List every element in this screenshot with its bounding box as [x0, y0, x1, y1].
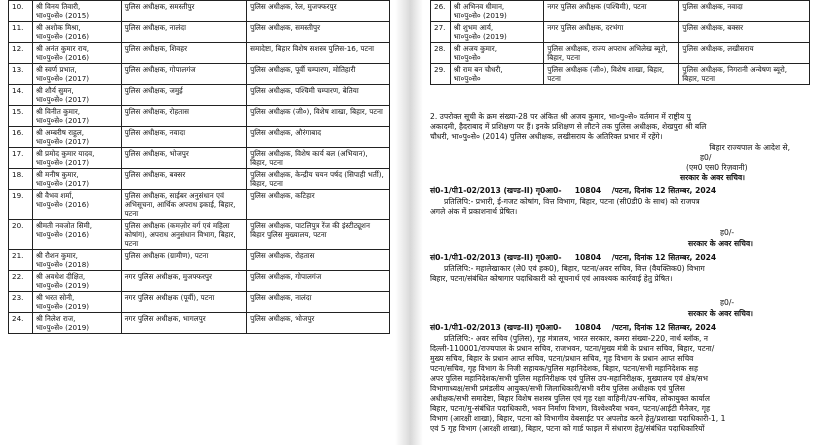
current-posting: पुलिस अधीक्षक, रोहतास [124, 107, 189, 116]
signature-sd: ह0/- [720, 228, 735, 237]
cell-serial [9, 169, 33, 190]
cell-new-posting [679, 64, 810, 85]
copy-line: प्रतिलिपि:- अवर सचिव (पुलिस), गृह मंत्रालय, भारत सरकार, कमरा संख्या-220, नार्थ ब्लॉक, न [444, 334, 709, 343]
table-row [9, 127, 390, 148]
table-row [9, 169, 390, 190]
new-posting: पुलिस अधीक्षक, औरंगाबाद [250, 128, 322, 137]
cell-current-posting [544, 22, 679, 43]
cell-serial [9, 64, 33, 85]
cell-current-posting [121, 1, 247, 22]
cell-new-posting [679, 43, 810, 64]
serial-number: 18. [12, 170, 24, 179]
cell-serial [9, 1, 33, 22]
current-posting: नगर पुलिस अधीक्षक (पश्चिमी), पटना [547, 2, 647, 11]
current-posting: पुलिस अधीक्षक, जमुई [124, 86, 183, 95]
cell-serial [9, 127, 33, 148]
officer-name: श्री अभिनव धीमान, [453, 2, 505, 11]
table-row [9, 64, 390, 85]
cell-serial [9, 148, 33, 169]
cell-current-posting [121, 106, 247, 127]
table-row [431, 43, 810, 64]
cell-officer [32, 220, 121, 250]
current-posting: पुलिस अधीक्षक (कमज़ोर वर्ग एवं महिला कोषांग), अपराध अनुसंधान विभाग, बिहार, पटना [124, 221, 236, 248]
transfer-table-left [8, 0, 390, 334]
officer-name: श्री शौर्य सुमन, [35, 86, 74, 95]
officer-name: श्री रौशन कुमार, [35, 251, 78, 260]
serial-number: 10. [12, 2, 24, 11]
cell-officer [32, 292, 121, 313]
memo-number-prefix: सं0-1/पी1-02/2013 (खण्ड-II) गृ0आ0- [430, 253, 562, 262]
para2-line: अकादमी, हैदराबाद में प्रशिक्षण पर हैं। इनके प्रशिक्षण से लौटने तक पुलिस अधीक्षक, शेखपुरा श्री बलि [430, 122, 707, 131]
officer-batch: भा०पु०से० (2017) [35, 137, 90, 146]
new-posting: पुलिस अधीक्षक, नवादा [682, 2, 743, 11]
memo-date: /पटना, दिनांक 12 सितम्बर, 2024 [611, 253, 717, 262]
officer-batch: भा०पु०से० [453, 53, 481, 62]
cell-current-posting [121, 292, 247, 313]
cell-officer [32, 313, 121, 334]
serial-number: 26. [434, 2, 446, 11]
copy-line: अधीक्षक/सभी समादेष्टा, बिहार विशेष सशस्त्र पुलिस एवं गृह रक्षा वाहिनी/उप-सचिव, लोकायुक्त कार्याल [430, 394, 710, 403]
current-posting: नगर पुलिस अधीक्षक, मुजफ्फरपुर [124, 272, 212, 281]
cell-officer [450, 1, 544, 22]
cell-serial [9, 220, 33, 250]
current-posting: पुलिस अधीक्षक, राज्य अपराध अभिलेख ब्यूरो, बिहार, पटना [547, 44, 668, 62]
cell-current-posting [121, 250, 247, 271]
memo-number: 10804 [574, 186, 602, 195]
memo-number-prefix: सं0-1/पी1-02/2013 (खण्ड-II) गृ0आ0- [430, 323, 562, 332]
copy-line: अपर पुलिस महानिदेशक/सभी पुलिस महानिरीक्षक एवं पुलिस उप-महानिरीक्षक, मुख्यालय एवं क्षेत्र/सभ [430, 374, 708, 383]
cell-serial [9, 313, 33, 334]
signature-sd: ह0/- [720, 298, 735, 307]
cell-current-posting [121, 190, 247, 220]
cell-current-posting [121, 64, 247, 85]
cell-new-posting [247, 292, 390, 313]
officer-batch: भा०पु०से० (2016) [35, 53, 90, 62]
copy-line: दिल्ली-110001/राज्यपाल के प्रधान सचिव, राजभवन, पटना/मुख्य मंत्री के प्रधान सचिव, बिहार, पटना/ [430, 344, 715, 353]
cell-new-posting [247, 106, 390, 127]
new-posting: पुलिस अधीक्षक, रोहतास [250, 251, 315, 260]
cell-serial [9, 250, 33, 271]
serial-number: 29. [434, 65, 446, 74]
cell-new-posting [247, 43, 390, 64]
cell-current-posting [121, 313, 247, 334]
copy-line: एवं 5 गृह विभाग (आरक्षी शाखा), बिहार, पटना को गार्ड फाइल में संधारण हेतु/संबंधित पदाधिकारियों [430, 424, 705, 433]
memo-line [430, 253, 716, 263]
memo-number: 10804 [574, 253, 602, 262]
serial-number: 20. [12, 221, 24, 230]
table-row [9, 292, 390, 313]
officer-name: श्री राम बन चौधरी, [453, 65, 503, 74]
left-page [8, 0, 390, 334]
officer-name: श्री भरत सोनी, [35, 293, 75, 302]
officer-name: श्री अनंत कुमार राय, [35, 44, 90, 53]
officer-batch: भा०पु०से० (2017) [35, 179, 90, 188]
memo-date: /पटना, दिनांक 12 सितम्बर, 2024 [611, 186, 717, 195]
right-page [430, 0, 800, 433]
officer-batch: भा०पु०से० (2016) [35, 32, 90, 41]
copy-line: बिहार, पटना/मु-संबंधित पदाधिकारी, भवन निर्माण विभाग, विश्वेश्वरैया भवन, पटना/आईटी मैनेजर, गृह [430, 404, 711, 413]
cell-new-posting [247, 127, 390, 148]
page-fold-gutter [395, 0, 423, 445]
new-posting: पुलिस अधीक्षक, बक्सर [682, 23, 744, 32]
cell-serial [9, 43, 33, 64]
officer-name: श्री विनय तिवारी, [35, 2, 81, 11]
table-row [9, 250, 390, 271]
officer-batch: भा०पु०से० (2016) [35, 230, 90, 239]
current-posting: पुलिस अधीक्षक (ग्रामीण), पटना [124, 251, 209, 260]
officer-batch: भा०पु०से० (2019) [453, 32, 507, 41]
serial-number: 15. [12, 107, 24, 116]
new-posting: पुलिस अधीक्षक, समस्तीपुर [250, 23, 321, 32]
serial-number: 27. [434, 23, 446, 32]
cell-serial [431, 43, 451, 64]
officer-designation: सरकार के अवर सचिव। [688, 309, 754, 318]
new-posting: पुलिस अधीक्षक, भोजपुर [250, 314, 315, 323]
new-posting: पुलिस अधीक्षक, गोपालगंज [250, 272, 322, 281]
memo-number-prefix: सं0-1/पी1-02/2013 (खण्ड-II) गृ0आ0- [430, 186, 562, 195]
cell-new-posting [247, 1, 390, 22]
cell-officer [450, 64, 544, 85]
officer-batch: भा०पु०से० [453, 74, 481, 83]
cell-officer [32, 250, 121, 271]
cell-current-posting [544, 1, 679, 22]
memo-number: 10804 [574, 323, 602, 332]
new-posting: पुलिस अधीक्षक (जी०), विशेष शाखा, बिहार, पटना [250, 107, 383, 116]
officer-name: श्री शुभम आर्य, [453, 23, 494, 32]
cell-serial [9, 271, 33, 292]
officer-name: श्री अवधेश दीक्षित, [35, 272, 86, 281]
cell-officer [450, 43, 544, 64]
transfer-table-right [430, 0, 810, 85]
table-row [9, 22, 390, 43]
cell-current-posting [121, 43, 247, 64]
cell-officer [450, 22, 544, 43]
copy-line: अगले अंक में प्रकाशनार्थ प्रेषित। [430, 207, 518, 216]
officer-name: श्री अजय कुमार, [453, 44, 498, 53]
current-posting: पुलिस अधीक्षक, समस्तीपुर [124, 2, 195, 11]
cell-new-posting [247, 271, 390, 292]
new-posting: समादेष्टा, बिहार विशेष सशस्त्र पुलिस-16, पटना [250, 44, 374, 53]
cell-new-posting [247, 64, 390, 85]
officer-name: श्री निलेश राज, [35, 314, 76, 323]
memo-line [430, 323, 716, 333]
cell-new-posting [679, 22, 810, 43]
copy-line: विभाग (आरक्षी शाखा), बिहार, पटना को विभागीय वेबसाईट पर अपलोड करने हेतु/प्रशाखा पदाधिकारी-1, 1 [430, 414, 726, 423]
cell-current-posting [121, 271, 247, 292]
serial-number: 24. [12, 314, 24, 323]
new-posting: पुलिस अधीक्षक, विशेष कार्य बल (अभियान), बिहार, पटना [250, 149, 368, 167]
governor-order-line: बिहार राज्यपाल के आदेश से, [709, 143, 790, 152]
current-posting: पुलिस अधीक्षक, शिवहर [124, 44, 188, 53]
table-row [9, 271, 390, 292]
cell-new-posting [247, 220, 390, 250]
paragraph-2 [430, 112, 830, 142]
copy-line: बिहार, पटना/संबंधित कोषागार पदाधिकारी को सूचनार्थ एवं आवश्यक कार्रवाई हेतु प्रेषित। [430, 274, 673, 283]
officer-name: श्री विनीत कुमार, [35, 107, 81, 116]
para2-line: 2. उपरोक्त सूची के क्रम संख्या-28 पर अंकित श्री अजय कुमार, भा०पु०से० वर्तमान में राष्ट्रीय पु [430, 112, 691, 121]
copy-line: पटना/सचिव, गृह विभाग के निजी सहायक/पुलिस महानिदेशक, बिहार, पटना/सभी महानिदेशक सह [430, 364, 698, 373]
officer-batch: भा०पु०से० (2017) [35, 116, 90, 125]
officer-name: श्रीमती नवजोत सिमी, [35, 221, 93, 230]
table-row [9, 220, 390, 250]
current-posting: पुलिस अधीक्षक, साईबर अनुसंधान एवं अभिसूचना, आर्थिक अपराध इकाई, बिहार, पटना [124, 191, 236, 218]
officer-designation: सरकार के अवर सचिव। [688, 239, 754, 248]
current-posting: पुलिस अधीक्षक, नवादा [124, 128, 186, 137]
table-row [9, 190, 390, 220]
officer-batch: भा०पु०से० (2017) [35, 158, 90, 167]
cell-officer [32, 271, 121, 292]
serial-number: 19. [12, 191, 24, 200]
new-posting: पुलिस अधीक्षक, कटिहार [250, 191, 315, 200]
serial-number: 11. [12, 23, 24, 32]
cell-new-posting [247, 190, 390, 220]
serial-number: 16. [12, 128, 24, 137]
current-posting: नगर पुलिस अधीक्षक, भागलपुर [124, 314, 206, 323]
serial-number: 12. [12, 44, 24, 53]
officer-name: श्री वैभव शर्मा, [35, 191, 74, 200]
cell-officer [32, 127, 121, 148]
copy-line: विभागाध्यक्ष/सभी प्रमंडलीय आयुक्त/सभी जिलाधिकारी/सभी वरीय पुलिस अधीक्षक एवं पुलिस [430, 384, 685, 393]
memo-line [430, 186, 716, 196]
officer-batch: भा०पु०से० (2019) [35, 323, 90, 332]
cell-officer [32, 106, 121, 127]
cell-officer [32, 43, 121, 64]
serial-number: 28. [434, 44, 446, 53]
cell-officer [32, 22, 121, 43]
cell-officer [32, 85, 121, 106]
officer-batch: भा०पु०से० (2017) [35, 74, 90, 83]
cell-current-posting [121, 220, 247, 250]
officer-name: श्री अशोक मिश्रा, [35, 23, 81, 32]
cell-serial [9, 292, 33, 313]
para2-line: चौधरी, भा०पु०से० (2014) पुलिस अधीक्षक, लखीसराय के अतिरिक्त प्रभार में रहेंगे। [430, 132, 663, 141]
serial-number: 23. [12, 293, 24, 302]
officer-name: श्री अम्बरीष राहुल, [35, 128, 84, 137]
copy-list [430, 334, 725, 434]
officer-name: श्री स्वर्ण प्रभात, [35, 65, 77, 74]
cell-serial [431, 1, 451, 22]
table-row [431, 64, 810, 85]
cell-serial [9, 106, 33, 127]
cell-current-posting [121, 148, 247, 169]
current-posting: नगर पुलिस अधीक्षक (पूर्वी), पटना [124, 293, 215, 302]
officer-batch: भा०पु०से० (2019) [35, 302, 90, 311]
cell-current-posting [544, 64, 679, 85]
cell-officer [32, 190, 121, 220]
cell-new-posting [247, 169, 390, 190]
cell-officer [32, 1, 121, 22]
officer-batch: भा०पु०से० (2017) [35, 95, 90, 104]
table-row [9, 148, 390, 169]
cell-officer [32, 148, 121, 169]
order-block-1 [430, 143, 830, 216]
copy-line: प्रतिलिपि:- प्रभारी, ई-गजट कोषांग, वित्त विभाग, बिहार, पटना (सी0डी0 के साथ) को राजपत्र [444, 197, 700, 206]
current-posting: पुलिस अधीक्षक, भोजपुर [124, 149, 189, 158]
table-row [431, 1, 810, 22]
cell-current-posting [121, 127, 247, 148]
table-row [9, 313, 390, 334]
cell-new-posting [247, 313, 390, 334]
cell-serial [9, 22, 33, 43]
serial-number: 22. [12, 272, 24, 281]
signature-sd: ह0/ [700, 153, 712, 162]
officer-batch: भा०पु०से० (2019) [35, 281, 90, 290]
new-posting: पुलिस अधीक्षक, पूर्वी चम्पारण, मोतिहारी [250, 65, 356, 74]
current-posting: पुलिस अधीक्षक (जी०), विशेष शाखा, बिहार, पटना [547, 65, 665, 83]
cell-new-posting [679, 1, 810, 22]
cell-serial [9, 85, 33, 106]
copy-line: प्रतिलिपि:- महालेखाकार (ले0 एवं हक0), बिहार, पटना/अवर सचिव, वित्त (वैयक्तिक0) विभाग [444, 264, 705, 273]
table-row [431, 22, 810, 43]
memo-date: /पटना, दिनांक 12 सितम्बर, 2024 [611, 323, 717, 332]
serial-number: 17. [12, 149, 24, 158]
serial-number: 21. [12, 251, 24, 260]
cell-officer [32, 64, 121, 85]
copy-line: मुख्य सचिव, बिहार के प्रधान आप्त सचिव, पटना/प्रधान सचिव, गृह विभाग के प्रधान आप्त सचिव [430, 354, 694, 363]
officer-batch: भा०पु०से० (2018) [35, 260, 90, 269]
cell-officer [32, 169, 121, 190]
cell-serial [9, 190, 33, 220]
cell-serial [431, 22, 451, 43]
new-posting: पुलिस अधीक्षक, केन्द्रीय चयन पर्षद (सिपाही भर्ती), बिहार, पटना [250, 170, 384, 188]
cell-new-posting [247, 250, 390, 271]
cell-current-posting [121, 169, 247, 190]
current-posting: पुलिस अधीक्षक, नालंदा [124, 23, 186, 32]
serial-number: 13. [12, 65, 24, 74]
officer-batch: भा०पु०से० (2019) [453, 11, 507, 20]
current-posting: नगर पुलिस अधीक्षक, दरभंगा [547, 23, 624, 32]
new-posting: पुलिस अधीक्षक, निगरानी अन्वेषण ब्यूरो, बिहार, पटना [682, 65, 788, 83]
new-posting: पुलिस अधीक्षक, लखीसराय [682, 44, 754, 53]
table-row [9, 85, 390, 106]
cell-serial [431, 64, 451, 85]
cell-new-posting [247, 148, 390, 169]
cell-current-posting [544, 43, 679, 64]
officer-name: (एम0 एस0 रिज़वानी) [686, 163, 748, 172]
current-posting: पुलिस अधीक्षक, बक्सर [124, 170, 186, 179]
officer-batch: भा०पु०से० (2015) [35, 11, 90, 20]
current-posting: पुलिस अधीक्षक, गोपालगंज [124, 65, 196, 74]
table-row [9, 43, 390, 64]
serial-number: 14. [12, 86, 24, 95]
cell-new-posting [247, 85, 390, 106]
cell-current-posting [121, 85, 247, 106]
new-posting: पुलिस अधीक्षक, पाटलिपुत्र रेंज की इंस्टीट्यूशन बिहार पुलिस मुख्यालय, पटना [250, 221, 370, 239]
officer-designation: सरकार के अवर सचिव। [680, 173, 746, 182]
new-posting: पुलिस अधीक्षक, पश्चिमी चम्पारण, बेतिया [250, 86, 359, 95]
cell-new-posting [247, 22, 390, 43]
officer-name: श्री मनीष कुमार, [35, 170, 79, 179]
table-row [9, 106, 390, 127]
table-row [9, 1, 390, 22]
new-posting: पुलिस अधीक्षक, रेल, मुजफ्फरपुर [250, 2, 337, 11]
new-posting: पुलिस अधीक्षक, नालंदा [250, 293, 312, 302]
cell-current-posting [121, 22, 247, 43]
officer-name: श्री प्रमोद कुमार यादव, [35, 149, 95, 158]
officer-batch: भा०पु०से० (2016) [35, 200, 90, 209]
